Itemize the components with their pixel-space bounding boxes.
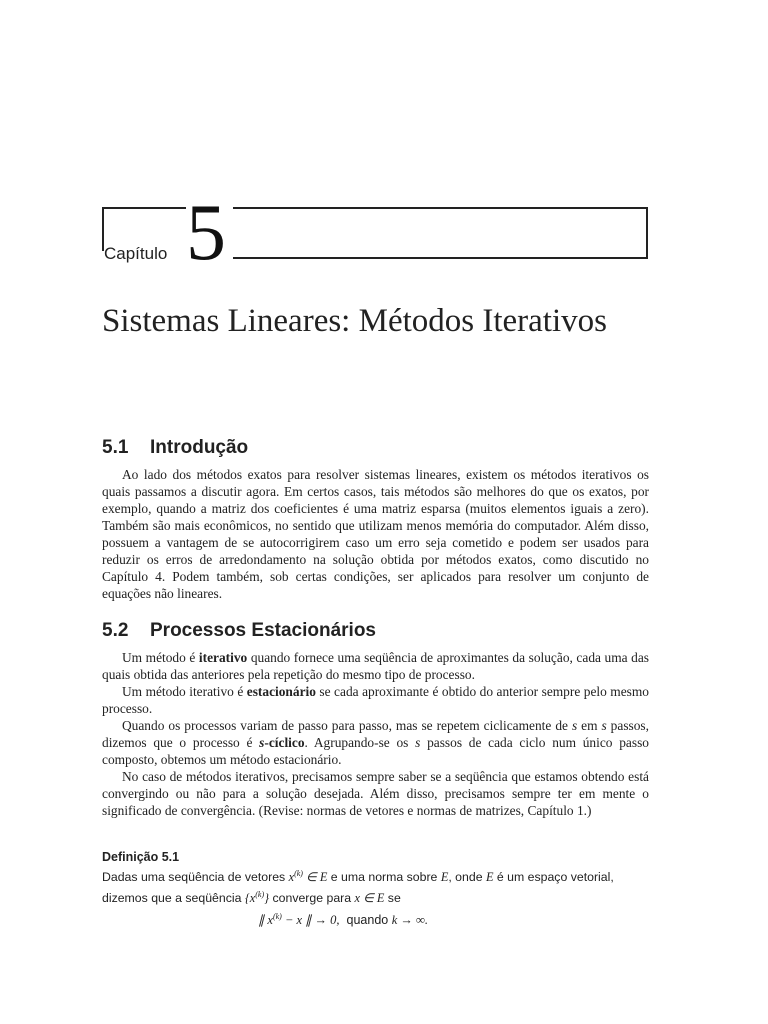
paragraph-convergencia: No caso de métodos iterativos, precisamos sempre saber se a seqüência que estamos obtendo está convergindo ou não para a solução desejada. Além disso, precisamos sempre ter em mente o significado de convergência. (Revise: normas de vetores e normas de matrizes, Capítulo 1.) (102, 769, 649, 818)
intro-text: Ao lado dos métodos exatos para resolver sistemas lineares, existem os métodos iterativos os quais passamos a discutir agora. Em certos casos, tais métodos são melhores do que os exatos, por exemplo, quando a matriz dos coeficientes é uma matriz esparsa (muitos elementos iguais a zero). Também são mais econômicos, no sentido que utilizam menos memória do computador. Além disso, possuem a vantagem de se autocorrigirem caso um erro seja cometido e podem ser usados para reduzir os erros de arredondamento na solução obtida por métodos exatos, como discutido no Capítulo 4. Podem também, sob certas condições, ser aplicados para resolver um conjunto de equações não lineares. (102, 467, 649, 601)
chapter-frame-right (646, 207, 648, 259)
intro-paragraph (102, 466, 649, 602)
section-heading-introducao (102, 437, 248, 459)
chapter-frame-top-right (233, 207, 648, 209)
section-number: 5.1 (102, 437, 129, 458)
definition-body: Dadas uma seqüência de vetores $x^{(k)}$ ∈ E e uma norma sobre E, onde E é um espaço vetorial, dizemos que a seqüência $\{x^{(k)}\}$ converge para x ∈ E se (102, 869, 614, 906)
section-heading-processos (102, 620, 376, 642)
paragraph-estacionario: Um método iterativo é estacionário se cada aproximante é obtido do anterior sempre pelo mesmo processo. (102, 684, 649, 716)
term-estacionario: estacionário (246, 684, 316, 699)
chapter-label: Capítulo (104, 244, 168, 263)
convergence-formula: ∥ $x^{(k)} - x$ ∥ → 0, quando k → ∞. (258, 912, 429, 928)
chapter-title: Sistemas Lineares: Métodos Iterativos (102, 303, 607, 339)
chapter-frame-bottom (233, 257, 648, 259)
chapter-header (102, 189, 648, 277)
section-title: Introdução (150, 437, 249, 458)
chapter-frame-top-left (102, 207, 186, 209)
section-title: Processos Estacionários (150, 620, 376, 641)
chapter-number: 5 (186, 189, 226, 277)
paragraph-ciclico: Quando os processos variam de passo para passo, mas se repetem ciclicamente de s em s passos, dizemos que o processo é s-cíclico. Agrupando-se os s passos de cada ciclo num único passo composto, obtemos um método estacionário. (102, 718, 649, 767)
processes-paragraphs (102, 649, 649, 819)
section-number: 5.2 (102, 620, 129, 641)
paragraph-iterativo: Um método é iterativo quando fornece uma seqüência de aproximantes da solução, cada uma das quais obtida das anteriores pela repetição do mesmo tipo de processo. (102, 650, 649, 682)
definition-heading: Definição 5.1 (102, 850, 180, 864)
term-s-ciclico: s-cíclico (259, 735, 305, 750)
term-iterativo: iterativo (198, 650, 248, 665)
